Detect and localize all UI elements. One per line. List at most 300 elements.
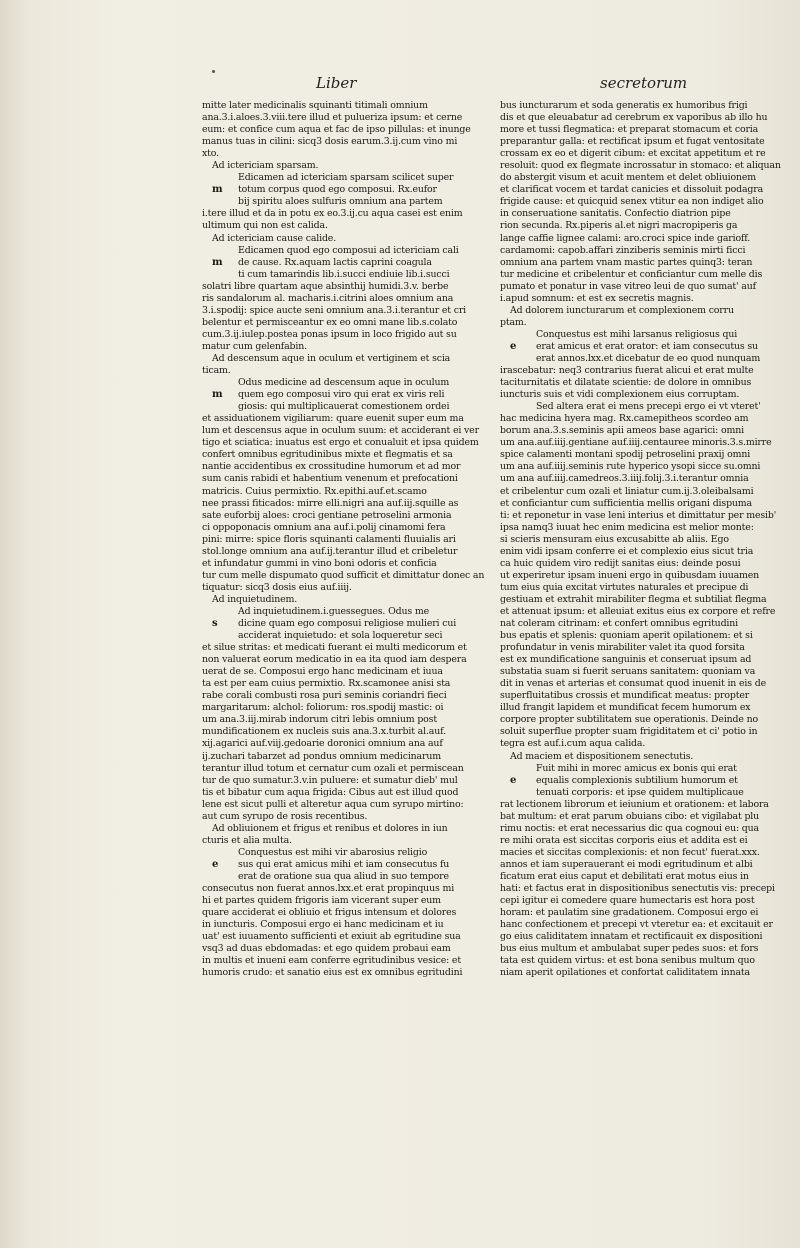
text-line [500,522,796,534]
line-text: rat lectionem librorum et ieiunium et orationem: et labora [500,798,769,810]
text-line [500,919,796,931]
line-text: ti: et reponetur in vase leni interius et dimittatur per mesib' [500,509,777,521]
line-text: tum eius quia excitat virtutes naturales et precipue di [500,581,749,593]
line-text: preparantur galla: et rectificat ipsum et fugat ventositate [500,136,765,148]
text-line [500,257,796,269]
line-text: ta est per eam cuius permixtio. Rx.scamonee anisi sta [202,678,451,690]
text-line [500,847,796,859]
text-line [202,100,498,112]
text-line [500,690,796,702]
text-line [202,955,498,967]
text-line [202,546,498,558]
line-text: sum canis rabidi et habentium venenum et prefocationi [202,473,458,485]
text-line [202,835,498,847]
line-text: Ad maciem et dispositionem senectutis. [510,750,694,762]
text-line [500,293,796,305]
text-line [500,618,796,630]
line-text: ris sandalorum al. macharis.i.citrini aloes omnium ana [202,292,454,304]
text-line [202,437,498,449]
line-text: tigo et sciatica: inuatus est ergo et conualuit et ipsa quidem [202,437,479,449]
text-line [202,112,498,124]
text-line [500,714,796,726]
line-text: erat annos.lxx.et dicebatur de eo quod nunquam [536,352,761,364]
text-line [202,461,498,473]
text-line [202,377,498,389]
text-line [202,907,498,919]
text-line [202,690,498,702]
text-line [202,208,498,220]
text-line [202,570,498,582]
line-text: humoris crudo: et sanatio eius est ex omnibus egritudini [202,967,463,979]
text-column-right [500,100,796,979]
line-text: tis et bibatur cum aqua frigida: Cibus aut est illud quod [202,786,459,798]
line-text: Conquestus est mihi vir abarosius religio [238,846,428,858]
line-text: pini: mirre: spice floris squinanti calamenti fluuialis ari [202,533,456,545]
line-text: confert omnibus egritudinibus mixte et flegmatis et sa [202,449,453,461]
text-line [500,389,796,401]
text-line [500,245,796,257]
guide-letter: m [212,256,223,268]
text-line [500,196,796,208]
text-line [202,642,498,654]
line-text: ficatum erat eius caput et debilitati erat motus eius in [500,871,749,882]
text-line [500,353,796,365]
line-text: ticam. [202,365,231,377]
line-text: Ad obliuionem et frigus et renibus et dolores in iun [212,822,448,834]
text-line [500,233,796,245]
line-text: tur cum melle dispumato quod sufficit et dimittatur donec an [202,569,485,581]
line-text: eum: et confice cum aqua et fac de ipso pillulas: et inunge [202,124,471,136]
text-line [500,377,796,389]
line-text: pumato et ponatur in vase vitreo leui de quo sumat' auf [500,280,756,292]
text-line [202,473,498,485]
text-line [202,184,498,196]
text-line [500,678,796,690]
text-line [500,895,796,907]
text-line [202,522,498,534]
text-line [202,510,498,522]
line-text: terantur illud totum et cernatur cum ozali et permiscean [202,762,464,774]
line-text: et silue stritas: et medicati fuerant ei multi medicorum et [202,642,467,654]
text-line [202,558,498,570]
line-text: superfluitatibus crossis et mundificat meatus: propter [500,690,750,702]
line-text: ultimum qui non est calida. [202,220,328,232]
text-line [202,257,498,269]
text-line [202,425,498,437]
running-head-left: Liber [316,74,357,92]
line-text: sate euforbij aloes: croci gentiane petroselini armonia [202,509,452,521]
line-text: i.apud somnum: et est ex secretis magnis. [500,292,694,304]
line-text: gestiuam et extrahit mirabiliter flegma et subtiliat flegma [500,593,767,605]
line-text: omnium ana partem vnam mastic partes quinq3: teran [500,256,753,268]
line-text: crossam ex eo et digerit cibum: et excitat appetitum et re [500,148,766,160]
line-text: matur cum gelenfabin. [202,340,307,352]
text-line [500,401,796,413]
line-text: non valuerat eorum medicatio in ea ita quod iam despera [202,654,467,666]
text-line [202,606,498,618]
text-line [500,220,796,232]
line-text: hati: et factus erat in dispositionibus senectutis vis: precepi [500,883,775,895]
text-line [500,835,796,847]
line-text: cepi igitur ei comedere quare humectaris est hora post [500,895,755,907]
line-text: quare acciderat ei obliuio et frigus intensum et dolores [202,907,457,919]
text-line [202,148,498,160]
line-text: substatia suam si fuerit seruans sanitatem: quoniam va [500,666,756,678]
line-text: est ex mundificatione sanguinis et conseruat ipsum ad [500,654,752,666]
text-line [202,714,498,726]
line-text: bus epatis et splenis: quoniam aperit opilationem: et si [500,630,753,642]
line-text: resoluit: quod ex flegmate incrossatur in stomaco: et aliquan [500,160,781,172]
line-text: annos et iam superauerant ei modi egritudinum et albi [500,858,753,870]
text-line [500,811,796,823]
text-line [500,208,796,220]
line-text: ij.zuchari tabarzet ad pondus omnium medicinarum [202,750,441,762]
line-text: hi et partes quidem frigoris iam vicerant super eum [202,895,441,907]
line-text: margaritarum: alchol: foliorum: ros.spodij mastic: oi [202,702,444,714]
line-text: erat amicus et erat orator: et iam consecutus su [536,340,758,352]
text-line [500,172,796,184]
line-text: re mihi orata est siccitas corporis eius et addita est ei [500,834,748,846]
text-line [500,931,796,943]
text-line [202,293,498,305]
text-line [500,654,796,666]
text-line [202,401,498,413]
text-line [202,967,498,979]
line-text: rabe corali combusti rosa puri seminis coriandri fieci [202,690,447,702]
line-text: Odus medicine ad descensum aque in oculum [238,377,450,389]
line-text: Edicamen quod ego composui ad ictericiam cali [238,244,459,256]
line-text: et cribelentur cum ozali et liniatur cum.ij.3.oleibalsami [500,485,754,497]
line-text: ptam. [500,316,527,328]
running-header [0,74,800,96]
text-line [500,473,796,485]
text-line [202,618,498,630]
line-text: acciderat inquietudo: et sola loqueretur seci [238,630,443,642]
line-text: giosis: qui multiplicauerat comestionem ordei [238,401,450,413]
text-line [202,811,498,823]
line-text: Ad descensum aque in oculum et vertiginem et scia [212,352,451,364]
text-line [500,425,796,437]
text-line [500,582,796,594]
text-line [202,775,498,787]
guide-letter: e [212,858,219,870]
line-text: uerat de se. Composui ergo hanc medicinam et iuua [202,666,443,678]
line-text: bat multum: et erat parum obuians cibo: et vigilabat plu [500,810,760,822]
line-text: et assiduationem vigiliarum: quare euenit super eum ma [202,413,464,425]
text-line [500,799,796,811]
text-line [500,100,796,112]
line-text: Conquestus est mihi larsanus religiosus qui [536,328,738,340]
text-line [500,510,796,522]
text-line [500,160,796,172]
line-text: mitte later medicinalis squinanti titimali omnium [202,100,428,111]
line-text: solatri libre quartam aque absinthij humidi.3.v. berbe [202,280,449,292]
guide-letter: e [510,774,517,786]
text-line [202,341,498,353]
text-line [202,678,498,690]
text-line [500,365,796,377]
line-text: um ana auf.iiij.seminis rute hyperico ysopi sicce su.omni [500,461,761,473]
line-text: horam: et paulatim sine gradationem. Composui ergo ei [500,907,759,919]
line-text: frigide cause: et quicquid senex vtitur ea non indiget alio [500,196,764,208]
text-line [202,726,498,738]
text-line [500,967,796,979]
line-text: tur medicine et cribelentur et conficiantur cum melle dis [500,268,763,280]
line-text: ti cum tamarindis lib.i.succi endiuie lib.i.succi [238,268,450,280]
text-line [202,365,498,377]
text-line [202,859,498,871]
section-heading [202,353,498,365]
line-text: in multis et inueni eam conferre egritudinibus vesice: et [202,955,461,967]
line-text: tata est quidem virtus: et est bona senibus multum quo [500,955,755,967]
text-line [202,919,498,931]
section-heading [202,160,498,172]
text-line [202,124,498,136]
line-text: Sed altera erat ei mens precepi ergo ei vt vteret' [536,401,761,413]
text-line [500,630,796,642]
text-line [202,751,498,763]
line-text: manus tuas in cilini: sicq3 dosis earum.3.ij.cum vino mi [202,136,458,148]
line-text: aut cum syrupo de rosis recentibus. [202,810,368,822]
line-text: iuncturis suis et vidi complexionem eius corruptam. [500,389,740,401]
text-line [500,871,796,883]
text-line [202,486,498,498]
running-head-right: secretorum [600,74,688,92]
line-text: Ad inquietudinem. [212,593,298,605]
line-text: et infundatur gummi in vino boni odoris et conficia [202,557,437,569]
text-line [202,196,498,208]
text-line [500,437,796,449]
line-text: more et tussi flegmatica: et preparat stomacum et coria [500,124,759,136]
line-text: in iuncturis. Composui ergo ei hanc medicinam et iu [202,919,444,931]
line-text: Edicamen ad ictericiam sparsam scilicet super [238,172,454,184]
line-text: in conseruatione sanitatis. Confectio diatrion pipe [500,208,731,220]
line-text: go eius caliditatem innatam et rectificauit ex dispositioni [500,931,763,943]
line-text: hanc confectionem et precepi vt vteretur ea: et excitauit er [500,919,773,931]
line-text: totum corpus quod ego composui. Rx.eufor [238,184,437,196]
line-text: uat' est iuuamento sufficienti et exiuit ab egritudine sua [202,931,461,943]
text-line [500,148,796,160]
line-text: nantie accidentibus ex crossitudine humorum et ad mor [202,461,461,473]
text-line [500,823,796,835]
text-line [202,787,498,799]
guide-letter: s [212,618,218,630]
text-line [500,726,796,738]
text-line [500,787,796,799]
text-line [500,738,796,750]
line-text: et clarificat vocem et tardat canicies et dissoluit podagra [500,184,764,196]
line-text: xij.agarici auf.viij.gedoarie doronici omnium ana auf [202,738,443,750]
line-text: rimu noctis: et erat necessarius dic qua cognoui eu: qua [500,822,759,834]
text-line [500,642,796,654]
line-text: de cause. Rx.aquam lactis caprini coagula [238,256,432,268]
text-line [500,461,796,473]
line-text: cum.3.ij.iulep.postea ponas ipsum in loco frigido aut su [202,328,457,340]
text-line [500,570,796,582]
guide-letter: e [510,340,517,352]
text-line [202,305,498,317]
text-line [202,666,498,678]
line-text: matricis. Cuius permixtio. Rx.epithi.auf.et.scamo [202,485,427,497]
text-line [202,449,498,461]
text-line [202,654,498,666]
line-text: hac medicina hyera mag. Rx.camepitheos scordeo am [500,413,749,425]
text-column-left [202,100,498,979]
line-text: tenuati corporis: et ipse quidem multiplicaue [536,786,744,798]
text-line [500,124,796,136]
line-text: dis et que eleuabatur ad cerebrum ex vaporibus ab illo hu [500,112,768,124]
line-text: lum et descensus aque in oculum suum: et acciderant ei ver [202,425,479,437]
line-text: corpore propter subtilitatem sue operationis. Deinde no [500,714,759,726]
text-line [202,269,498,281]
line-text: et conficiantur cum sufficientia mellis origani dispuma [500,497,752,509]
text-line [202,943,498,955]
text-line [202,534,498,546]
line-text: irascebatur: neq3 contrarius fuerat alicui et erat multe [500,365,754,377]
text-line [500,606,796,618]
text-line [500,184,796,196]
text-line [500,702,796,714]
text-line [500,763,796,775]
text-line [500,594,796,606]
line-text: sus qui erat amicus mihi et iam consecutus fu [238,858,450,870]
text-line [202,498,498,510]
line-text: et attenuat ipsum: et alleuiat exitus eius ex corpore et refre [500,605,776,617]
text-line [202,136,498,148]
line-text: taciturnitatis et dilatate scientie: de dolore in omnibus [500,377,752,389]
line-text: dicine quam ego composui religiose mulieri cui [238,618,457,630]
line-text: 3.i.spodij: spice aucte seni omnium ana.3.i.terantur et cri [202,304,467,316]
text-line [202,702,498,714]
line-text: macies et siccitas complexionis: et non fecut' fuerat.xxx. [500,846,760,858]
text-line [202,630,498,642]
text-line [500,534,796,546]
text-line [202,281,498,293]
text-line [500,269,796,281]
line-text: borum ana.3.s.seminis apii ameos base agarici: omni [500,425,744,437]
line-text: si scieris mensuram eius excusabitte ab aliis. Ego [500,533,729,545]
text-line [500,775,796,787]
text-line [500,883,796,895]
line-text: ca huic quidem viro redijt sanitas eius: deinde posui [500,557,741,569]
line-text: Ad ictericiam sparsam. [212,160,319,172]
line-text: bus eius multum et ambulabat super pedes suos: et fors [500,943,759,955]
line-text: cturis et alia multa. [202,834,292,846]
line-text: um ana.auf.iiij.gentiane auf.iiij.centauree minoris.3.s.mirre [500,437,772,449]
line-text: nat coleram citrinam: et confert omnibus egritudini [500,618,739,630]
line-text: Ad ictericiam cause calide. [212,232,337,244]
line-text: spice calamenti montani spodij petroselini praxij omni [500,449,751,461]
text-line [500,907,796,919]
text-line [202,895,498,907]
line-text: profundatur in venis mirabiliter valet ita quod forsita [500,642,745,654]
line-text: mundificationem ex nucleis suis ana.3.x.turbit al.auf. [202,726,446,738]
text-line [500,546,796,558]
text-line [500,955,796,967]
text-line [500,486,796,498]
line-text: um ana auf.iiij.camedreos.3.iiij.folij.3.i.terantur omnia [500,473,749,485]
line-text: lange caffie lignee calami: aro.croci spice inde garioff. [500,232,751,244]
text-line [500,558,796,570]
line-text: belentur et permisceantur ex eo omni mane lib.s.colato [202,316,458,328]
line-text: soluit superflue propter suam frigiditatem et ci' potio in [500,726,758,738]
line-text: lene est sicut pulli et alteretur aqua cum syrupo mirtino: [202,798,464,810]
section-heading [500,305,796,317]
line-text: do abstergit visum et acuit mentem et delet obliuionem [500,172,757,184]
line-text: equalis complexionis subtilium humorum et [536,774,738,786]
line-text: um ana.3.iij.mirab indorum citri lebis omnium post [202,714,437,726]
line-text: cardamomi: capob.affari zinziberis seminis mirti ficci [500,244,746,256]
line-text: illud frangit lapidem et mundificat fecem humorum ex [500,702,751,714]
text-line [202,738,498,750]
line-text: niam aperit opilationes et confortat caliditatem innata [500,967,750,979]
text-line [202,847,498,859]
text-line [202,413,498,425]
text-line [202,172,498,184]
text-line [500,449,796,461]
text-line [202,220,498,232]
line-text: ipsa namq3 iuuat hec enim medicina est melior monte: [500,521,754,533]
text-line [202,389,498,401]
text-line [500,859,796,871]
line-text: ci oppoponacis omnium ana auf.i.polij cinamomi fera [202,521,446,533]
line-text: Ad inquietudinem.i.guessegues. Odus me [238,605,429,617]
text-line [500,317,796,329]
section-heading [202,594,498,606]
line-text: vsq3 ad duas ebdomadas: et ego quidem probaui eam [202,943,451,955]
guide-letter: m [212,184,223,196]
text-line [202,245,498,257]
line-text: bus iuncturarum et soda generatis ex humoribus frigi [500,100,748,111]
line-text: erat de oratione sua qua aliud in suo tempore [238,871,449,882]
line-text: consecutus non fuerat annos.lxx.et erat propinquus mi [202,883,455,895]
line-text: stol.longe omnium ana auf.ij.terantur illud et cribeletur [202,545,458,557]
text-line [202,582,498,594]
line-text: quem ego composui viro qui erat ex viris reli [238,389,445,401]
text-line [202,763,498,775]
line-text: nee prassi fiticados: mirre elli.nigri ana auf.iij.squille as [202,497,459,509]
line-text: xto. [202,148,219,160]
line-text: tur de quo sumatur.3.v.in puluere: et sumatur dieb' mul [202,774,458,786]
text-line [500,341,796,353]
section-heading [202,823,498,835]
line-text: ana.3.i.aloes.3.viii.tere illud et pulueriza ipsum: et cerne [202,112,463,124]
line-text: Ad dolorem iuncturarum et complexionem corru [510,304,734,316]
text-line [500,943,796,955]
line-text: tiquatur: sicq3 dosis eius auf.iiij. [202,581,352,593]
line-text: tegra est auf.i.cum aqua calida. [500,738,646,750]
line-text: i.tere illud et da in potu ex eo.3.ij.cu aqua casei est enim [202,208,463,220]
text-line [500,112,796,124]
line-text: rion secunda. Rx.piperis al.et nigri macropiperis ga [500,220,738,232]
text-line [500,498,796,510]
text-line [500,413,796,425]
text-line [500,281,796,293]
text-line [202,871,498,883]
guide-letter: m [212,389,223,401]
line-text: Fuit mihi in morec amicus ex bonis qui erat [536,762,737,774]
line-text: bij spiritu aloes sulfuris omnium ana partem [238,196,443,208]
text-line [202,317,498,329]
text-line [202,931,498,943]
line-text: enim vidi ipsam conferre ei et complexio eius sicut tria [500,545,754,557]
line-text: dit in venas et arterias et consumat quod inuenit in eis de [500,678,766,690]
text-line [202,799,498,811]
text-line [202,883,498,895]
section-heading [202,233,498,245]
text-line [202,329,498,341]
text-line [500,136,796,148]
